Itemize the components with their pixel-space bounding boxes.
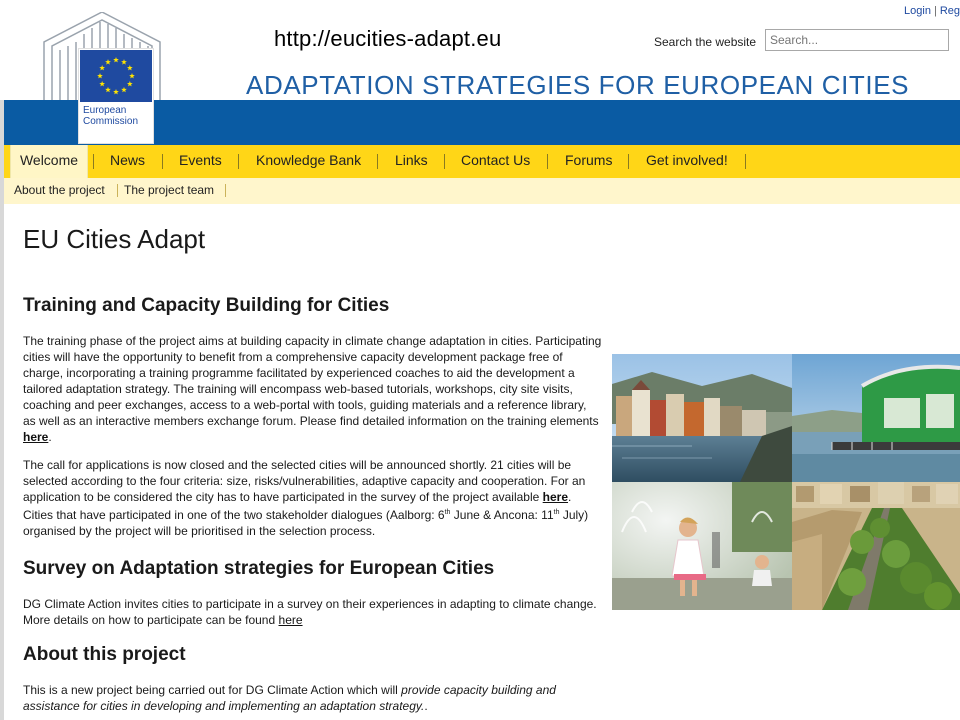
text-line: DG Climate Action invites cities to participate in a survey on their experiences in adapting to climate change. (23, 597, 597, 611)
training-heading: Training and Capacity Building for Cities (23, 295, 390, 316)
nav-separator (93, 154, 94, 169)
text-line (23, 612, 605, 628)
survey-available-link[interactable]: here (542, 490, 569, 504)
nav-separator (444, 154, 445, 169)
training-paragraph-2 (23, 457, 605, 539)
city-photo-collage (612, 354, 960, 610)
text-span: application to be considered the city has to have participated in the survey of the project available (23, 490, 540, 504)
green-boulevard-photo (792, 482, 960, 610)
text-line: here. (23, 430, 52, 444)
text-line (23, 682, 605, 698)
page-title: EU Cities Adapt (23, 224, 206, 254)
search-label: Search the website (654, 35, 757, 49)
floating-house-photo (792, 354, 960, 482)
nav-separator (162, 154, 163, 169)
about-paragraph (23, 682, 605, 714)
survey-paragraph (23, 596, 605, 628)
text-span: provide capacity building and (401, 683, 556, 697)
nav-item-news[interactable]: News (110, 152, 146, 168)
subnav-item-the-project-team[interactable]: The project team (124, 183, 215, 197)
nav-separator (745, 154, 746, 169)
superscript: th (553, 509, 560, 516)
sub-nav (4, 178, 960, 204)
text-span: June & Ancona: 11 (450, 508, 554, 522)
site-url: http://eucities-adapt.eu (274, 26, 502, 51)
text-line: The call for applications is now closed and the selected cities will be announced shortly. 21 cities will be (23, 458, 572, 472)
survey-heading: Survey on Adaptation strategies for European Cities (23, 558, 495, 579)
eu-flag-icon (80, 50, 152, 102)
account-links (904, 5, 960, 17)
fountain-children-photo (612, 482, 792, 610)
subnav-item-about-the-project[interactable]: About the project (14, 183, 105, 197)
nav-item-get-involved[interactable]: Get involved! (646, 152, 728, 168)
nav-separator (238, 154, 239, 169)
nav-item-welcome[interactable]: Welcome (10, 145, 88, 178)
main-nav (4, 145, 960, 178)
training-details-link[interactable]: here (23, 430, 49, 444)
text-span: July) (559, 508, 589, 522)
text-line: The training phase of the project aims at building capacity in climate change adaptation in cities. Participating (23, 334, 602, 348)
text-line: organised by the project will be prioritised in the selection process. (23, 524, 376, 538)
training-paragraph-1 (23, 333, 605, 445)
link-separator: | (933, 5, 937, 17)
subnav-separator (117, 184, 118, 197)
text-line: tailored adaptation strategy. The training will encompass web-based tutorials, workshops, city site visits, (23, 382, 573, 396)
register-link[interactable]: Reg (939, 5, 960, 17)
text-span: assistance for cities in developing and implementing an adaptation strategy. (23, 699, 425, 713)
search-input[interactable] (765, 29, 949, 51)
text-line: selected according to the four criteria: size, risks/vulnerabilities, adaptive capacity and cooperation. For an (23, 474, 586, 488)
superscript: th (444, 509, 451, 516)
logo-line-2: Commission (83, 116, 139, 127)
nav-item-contact-us[interactable]: Contact Us (461, 152, 531, 168)
logo-line-1: European (83, 105, 127, 116)
subnav-separator (225, 184, 226, 197)
ec-logo-panel (78, 48, 154, 144)
survey-details-link[interactable]: here (278, 613, 303, 627)
text-line: as well as an interactive members exchange forum. Please find detailed information on the training elements (23, 414, 599, 428)
text-line: cities will have the opportunity to benefit from a comprehensive capacity development package free of (23, 350, 563, 364)
text-line: application to be considered the city has to have participated in the survey of the project available here. (23, 490, 572, 504)
nav-item-links[interactable]: Links (395, 152, 428, 168)
text-line: charge, incorporating a training programme facilitated by experienced coaches to aid the development a (23, 366, 575, 380)
nav-item-events[interactable]: Events (179, 152, 222, 168)
nav-separator (377, 154, 378, 169)
text-line: assistance for cities in developing and implementing an adaptation strategy.. (23, 699, 428, 713)
text-span: Cities that have participated in one of the two stakeholder dialogues (Aalborg: 6 (23, 508, 445, 522)
nav-separator (547, 154, 548, 169)
nav-item-forums[interactable]: Forums (565, 152, 613, 168)
text-line (23, 505, 605, 523)
nav-separator (628, 154, 629, 169)
text-span: This is a new project being carried out for DG Climate Action which will (23, 683, 402, 697)
text-span: More details on how to participate can be found (23, 613, 276, 627)
site-header (0, 0, 960, 127)
nav-item-knowledge-bank[interactable]: Knowledge Bank (256, 152, 362, 168)
about-heading: About this project (23, 644, 186, 665)
site-title: ADAPTATION STRATEGIES FOR EUROPEAN CITIES (246, 70, 910, 100)
text-line: coaching and peer exchanges, access to a web-portal with tools, guiding materials and a reference library, (23, 398, 587, 412)
ec-logo-text (83, 105, 138, 127)
login-link[interactable]: Login (904, 5, 931, 17)
harbour-town-photo (612, 354, 792, 482)
